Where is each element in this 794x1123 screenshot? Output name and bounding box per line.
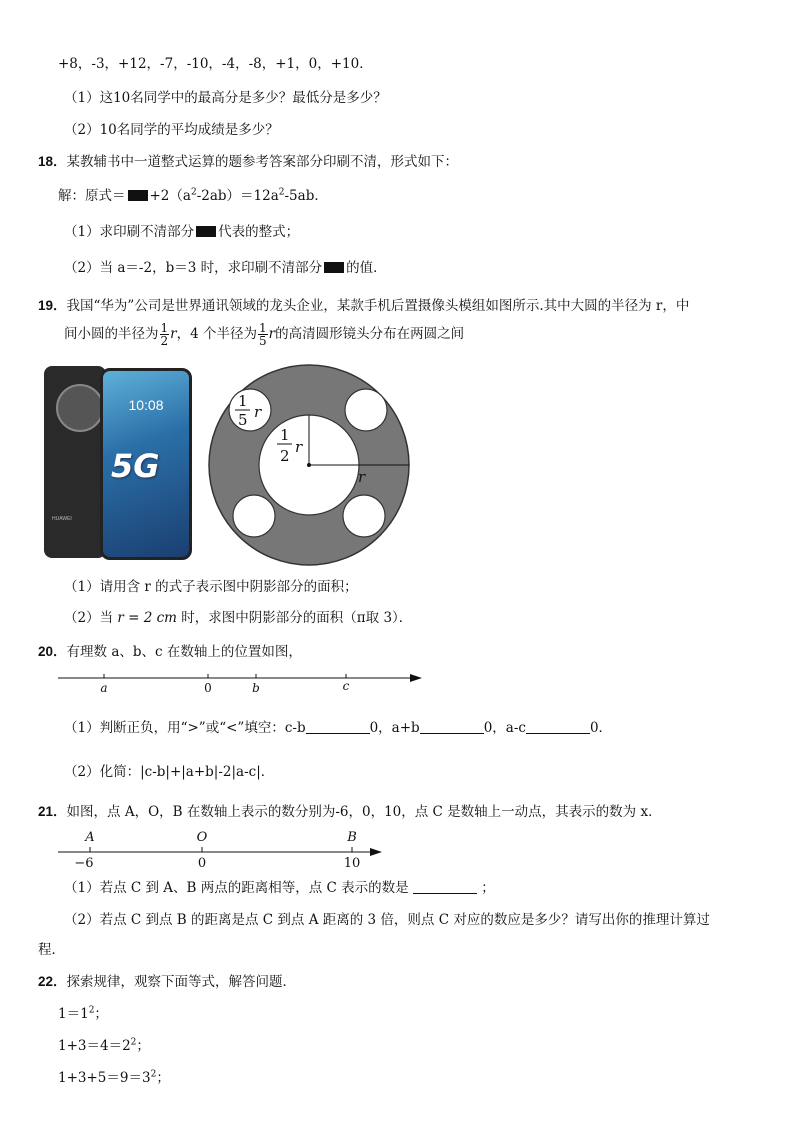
answer-blank[interactable] [526,721,590,734]
point-zero: 0 [204,681,212,695]
q17-scores: +8，-3，+12，-7，-10，-4，-8，+1，0，+10． [58,56,373,72]
q22-eq2: $1+3=4=2^2$； [58,1037,150,1054]
phone-clock: 10:08 [128,397,164,413]
question-number: 20． [38,644,67,659]
q19-stem-line1: 19．我国“华为”公司是世界通讯领域的龙头企业，某款手机后置摄像头模组如图所示.其中大圆的半径为 r，中 [38,298,690,314]
q22-stem: 22．探索规律，观察下面等式，解答问题． [38,974,297,990]
phone-photo [44,366,194,562]
point-A: A [85,830,95,845]
point-a: a [100,681,108,695]
inner-numerator: 1 [280,426,290,444]
q17-part2: （2）10名同学的平均成绩是多少？ [64,122,279,138]
phone-front [100,368,192,560]
value-0: 0 [197,856,207,871]
phone-back: HUAWEI [44,366,106,558]
lens-numerator: 1 [238,392,248,410]
answer-blank[interactable] [306,721,370,734]
q18-stem: 18．某教辅书中一道整式运算的题参考答案部分印刷不清，形式如下： [38,154,459,170]
q20-stem: 20．有理数 a、b、c 在数轴上的位置如图， [38,644,302,660]
point-O: O [196,830,208,845]
fraction-half: $\frac{1}{2}$ [160,321,169,348]
camera-module-diagram [206,362,412,568]
outer-r: r [358,468,366,486]
q18-part1: （1）求印刷不清部分 代表的整式； [64,224,300,240]
phone-5g-logo: 5G [111,447,160,485]
answer-blank[interactable] [413,881,477,894]
inner-r: r [295,438,303,456]
question-number: 18． [38,154,67,169]
q21-part1: （1）若点 C 到 A、B 两点的距离相等，点 C 表示的数是 ； [64,880,495,896]
point-c: c [342,679,350,693]
value-minus6: −6 [74,856,94,871]
number-line-aob [56,828,386,872]
q20-part1: （1）判断正负，用“>”或“<”填空：c-b 0，a+b 0，a-c 0． [64,720,613,736]
value-10: 10 [343,856,361,871]
q17-part1: （1）这10名同学中的最高分是多少？最低分是多少？ [64,90,387,106]
lens-r: r [254,403,262,421]
question-number: 22． [38,974,67,989]
inner-denominator: 2 [280,447,290,465]
q19-stem-line2: 间小圆的半径为 $\frac{1}{2}$ r，4 个半径为 $\frac{1}{5}$ r的高清圆形镜头分布在两圆之间 [64,321,465,348]
q21-stem: 21．如图，点 A，O，B 在数轴上表示的数分别为-6，0，10，点 C 是数轴上一动点，其表示的数为 x． [38,804,662,820]
q21-part2-line2: 程． [38,942,65,958]
number-line-abc [56,670,426,698]
q19-part1: （1）请用含 r 的式子表示图中阴影部分的面积； [64,579,358,595]
lens-denominator: 5 [238,411,248,429]
q22-eq3: $1+3+5=9=3^2$； [58,1069,170,1086]
answer-blank[interactable] [420,721,484,734]
q20-part2: （2）化简：|c-b|+|a+b|-2|a-c|． [64,764,275,780]
point-b: b [252,681,260,695]
camera-module-icon [56,384,104,432]
question-number: 21． [38,804,67,819]
fraction-fifth: $\frac{1}{5}$ [259,321,267,348]
smudge-block [324,262,344,273]
smudge-block [196,226,216,237]
q18-solution: 解：原式＝ $+2(a^2-2ab)=12a^2-5ab$． [58,187,328,204]
q19-part2: （2）当 r = 2 cm 时，求图中阴影部分的面积（π取 3）． [64,610,413,626]
q22-eq1: $1=1^2$； [58,1005,108,1022]
smudge-block [128,190,148,201]
q18-part2: （2）当 a＝-2，b＝3 时，求印刷不清部分 的值． [64,260,387,276]
point-B: B [347,830,357,845]
question-number: 19． [38,298,67,313]
q21-part2-line1: （2）若点 C 到点 B 的距离是点 C 到点 A 距离的 3 倍，则点 C 对应的数应是多少？请写出你的推理计算过 [64,912,710,928]
